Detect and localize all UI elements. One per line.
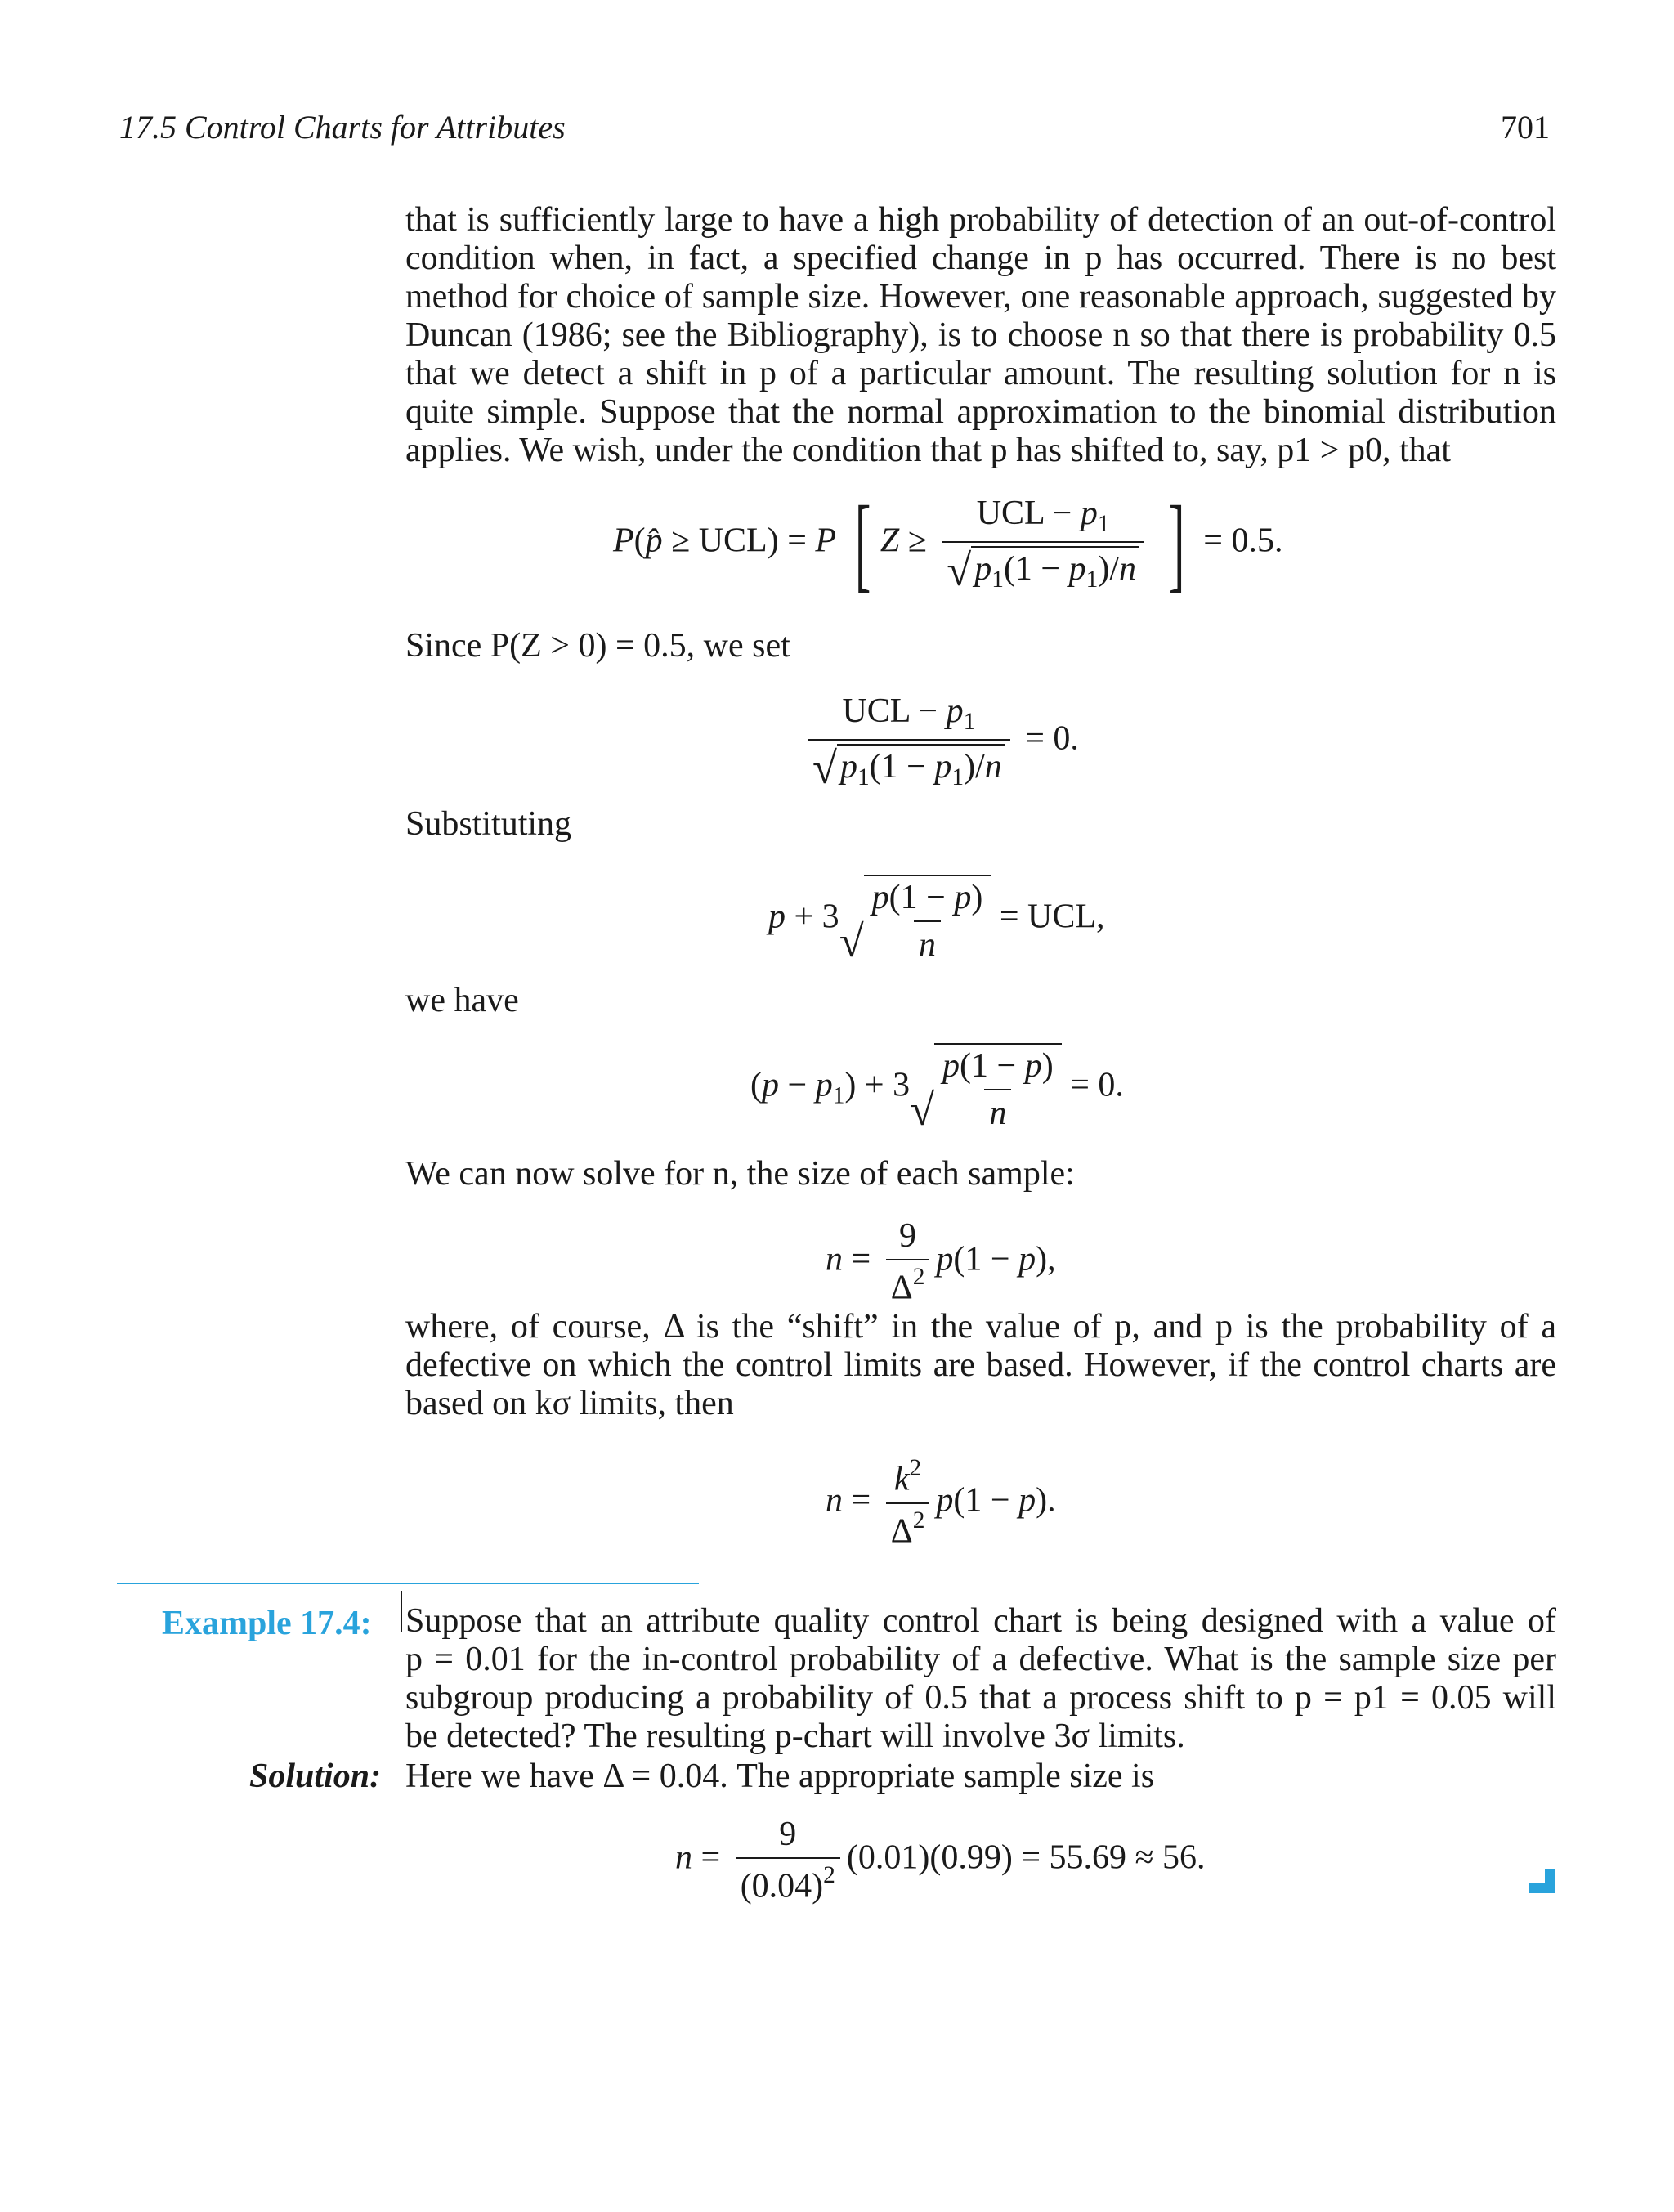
page-number: 701 xyxy=(1501,109,1550,146)
text-line: be detected? The resulting p-chart will involve 3σ limits. xyxy=(405,1717,1185,1755)
substituting-label: Substituting xyxy=(405,805,572,843)
we-have-label: we have xyxy=(405,982,519,1019)
example-rule xyxy=(117,1583,699,1584)
text-line: condition when, in fact, a specified change in p has occurred. There is no best xyxy=(405,240,1556,277)
solve-label: We can now solve for n, the size of each sample: xyxy=(405,1155,1075,1193)
solution-label: Solution: xyxy=(249,1758,382,1795)
example-paragraph xyxy=(405,1602,1556,1756)
text-line: that we detect a shift in p of a particular amount. The resulting solution for n is xyxy=(405,355,1556,392)
equation-final-result: n = $\frac{9}{(0.04)^2}$ (0.01)(0.99) = 55.69 ≈ 56. xyxy=(675,1816,1206,1905)
text-line: defective on which the control limits are based. However, if the control charts are xyxy=(405,1346,1556,1384)
text-line: applies. We wish, under the condition that p has shifted to, say, p1 > p0, that xyxy=(405,432,1451,469)
equation-set-zero: UCL − $p_1$ √ $p_1(1 - p_1)/n$ = 0. xyxy=(801,692,1079,791)
section-title: 17.5 Control Charts for Attributes xyxy=(119,109,566,146)
example-label: Example 17.4: xyxy=(162,1605,372,1642)
since-label: Since P(Z > 0) = 0.5, we set xyxy=(405,627,790,665)
text-line: Suppose that an attribute quality control chart is being designed with a value of xyxy=(405,1602,1556,1640)
intro-paragraph xyxy=(405,201,1556,470)
text-line: that is sufficiently large to have a high probability of detection of an out-of-control xyxy=(405,201,1556,239)
equation-sample-size: n = $\frac{9}{\Delta^2}$ p(1 − p), xyxy=(826,1217,1056,1307)
example-bar xyxy=(401,1591,402,1632)
text-line: quite simple. Suppose that the normal approximation to the binomial distribution xyxy=(405,393,1556,431)
equation-sample-size-k-sigma: n = $\frac{k^2}{\Delta^2}$ p(1 − p). xyxy=(826,1455,1056,1551)
equation-probability-ucl: P(p̂ ≥ UCL) = P [ Z ≥ UCL − $p_1$ √ $p_1(1 - p_1)/n$ ] = 0.5. xyxy=(613,485,1283,602)
end-of-example-icon xyxy=(1527,1865,1556,1895)
text-line: p = 0.01 for the in-control probability of a defective. What is the sample size per xyxy=(405,1641,1556,1678)
equation-ucl: p + 3 √ $\frac{p(1 - p)}{n}$ = UCL, xyxy=(768,875,1105,965)
text-line: Duncan (1986; see the Bibliography), is to choose n so that there is probability 0.5 xyxy=(405,316,1556,354)
equation-difference: $(p - p_1) + 3$ √ $\frac{p(1 - p)}{n}$ = 0. xyxy=(750,1043,1124,1133)
solution-text: Here we have Δ = 0.04. The appropriate sample size is xyxy=(405,1758,1155,1795)
text-line: method for choice of sample size. However, one reasonable approach, suggested by xyxy=(405,278,1556,316)
text-line: based on kσ limits, then xyxy=(405,1385,734,1422)
shift-paragraph xyxy=(405,1308,1556,1423)
final-result-text: (0.01)(0.99) = 55.69 ≈ 56. xyxy=(846,1838,1206,1877)
text-line: where, of course, Δ is the “shift” in the value of p, and p is the probability of a xyxy=(405,1308,1556,1346)
text-line: subgroup producing a probability of 0.5 that a process shift to p = p1 = 0.05 will xyxy=(405,1679,1556,1717)
